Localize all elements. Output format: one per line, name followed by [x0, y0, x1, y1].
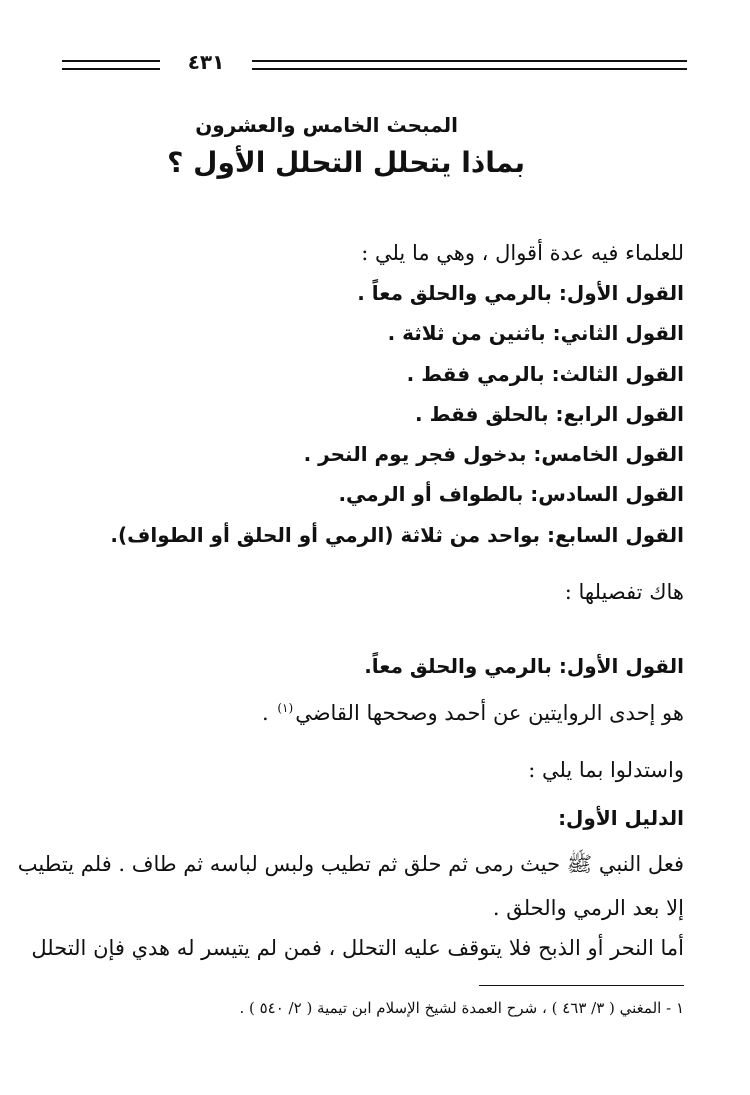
first-opinion-body: هو إحدى الروايتين عن أحمد وصححها القاضي [295, 701, 684, 725]
first-opinion-text [60, 698, 684, 728]
first-opinion-end: . [261, 701, 269, 725]
header-rule [62, 52, 687, 74]
footnote-marker: (١) [277, 701, 294, 715]
first-evidence-line-3: أما النحر أو الذبح فلا يتوقف عليه التحلل ، فمن لم يتيسر له هدي فإن التحلل [31, 936, 684, 960]
first-evidence-line-2: إلا بعد الرمي والحلق . [492, 896, 684, 920]
evidence-intro: واستدلوا بما يلي : [528, 758, 684, 782]
page-number: ٤٣١ [187, 50, 225, 74]
first-evidence-heading: الدليل الأول: [558, 806, 684, 830]
intro-paragraph: للعلماء فيه عدة أقوال ، وهي ما يلي : [361, 241, 684, 265]
opinion-5: القول الخامس: بدخول فجر يوم النحر . [303, 442, 684, 466]
first-evidence-line-1: فعل النبي ﷺ حيث رمى ثم حلق ثم تطيب ولبس لباسه ثم طاف . فلم يتطيب [17, 852, 684, 876]
opinion-1: القول الأول: بالرمي والحلق معاً . [357, 281, 684, 305]
opinion-3: القول الثالث: بالرمي فقط . [406, 362, 684, 386]
opinion-2: القول الثاني: باثنين من ثلاثة . [387, 321, 684, 345]
section-title: بماذا يتحلل التحلل الأول ؟ [167, 146, 525, 179]
header-rule-right [252, 60, 687, 70]
section-subtitle: المبحث الخامس والعشرون [195, 113, 458, 137]
details-intro: هاك تفصيلها : [564, 580, 684, 604]
opinion-4: القول الرابع: بالحلق فقط . [415, 402, 684, 426]
footnote-1: ١ - المغني ( ٣/ ٤٦٣ ) ، شرح العمدة لشيخ الإسلام ابن تيمية ( ٢/ ٥٤٠ ) . [239, 999, 684, 1017]
opinion-6: القول السادس: بالطواف أو الرمي. [338, 482, 684, 506]
header-rule-left [62, 60, 160, 70]
first-opinion-heading: القول الأول: بالرمي والحلق معاً. [364, 654, 684, 678]
opinion-7: القول السابع: بواحد من ثلاثة (الرمي أو الحلق أو الطواف). [110, 523, 684, 547]
footnote-separator [479, 985, 684, 986]
